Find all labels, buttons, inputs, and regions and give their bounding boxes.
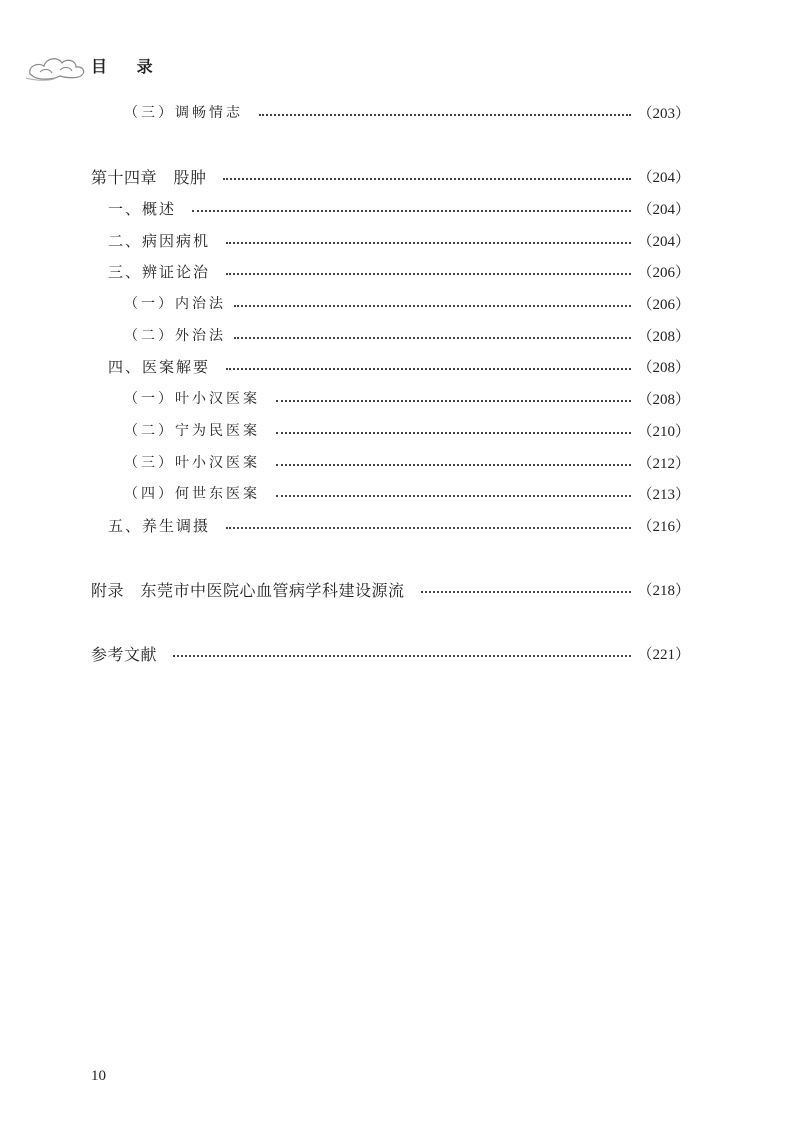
toc-page-number: （208） — [637, 391, 690, 408]
toc-label: 一、概述 — [108, 199, 177, 218]
toc-page-number: （218） — [637, 582, 690, 599]
toc-page-number: （213） — [637, 486, 690, 503]
toc-label: （一）内治法 — [124, 296, 226, 312]
dot-leader — [276, 400, 631, 402]
toc-page-number: （206） — [637, 264, 690, 281]
toc-page-number: （204） — [637, 169, 690, 186]
dot-leader — [226, 273, 631, 275]
toc-row[interactable] — [0, 228, 800, 252]
toc-row[interactable] — [0, 450, 800, 474]
dot-leader — [226, 527, 631, 529]
toc-page-number: （206） — [637, 296, 690, 313]
toc-row[interactable] — [0, 196, 800, 220]
toc-row[interactable] — [0, 513, 800, 537]
dot-leader — [226, 368, 631, 370]
cloud-ornament-icon — [26, 50, 88, 84]
toc-references-label: 参考文献 — [91, 644, 158, 664]
dot-leader — [276, 432, 631, 434]
dot-leader — [223, 178, 632, 180]
toc-label: 五、养生调摄 — [108, 516, 211, 535]
toc-label: 三、辨证论治 — [108, 262, 211, 281]
toc-page-number: （212） — [637, 455, 690, 472]
toc-label: 四、医案解要 — [108, 357, 211, 376]
dot-leader — [234, 337, 631, 339]
toc-row[interactable] — [0, 386, 800, 410]
toc-page-number: （204） — [637, 233, 690, 250]
header-title: 目 录 — [91, 57, 165, 76]
toc-label: 二、病因病机 — [108, 231, 211, 250]
toc-row[interactable] — [0, 481, 800, 505]
dot-leader — [234, 305, 631, 307]
toc-label: （四）何世东医案 — [124, 486, 260, 502]
toc-page-number: （204） — [637, 201, 690, 218]
toc-row[interactable] — [0, 323, 800, 347]
dot-leader — [173, 655, 631, 657]
dot-leader — [192, 210, 631, 212]
toc-label: （二）外治法 — [124, 328, 226, 344]
dot-leader — [259, 114, 631, 116]
toc-row[interactable] — [0, 641, 800, 665]
footer-page-number: 10 — [91, 1068, 106, 1084]
running-header — [26, 50, 326, 84]
toc-page-number: （208） — [637, 328, 690, 345]
toc-chapter-label: 第十四章 股肿 — [91, 167, 207, 187]
toc-label: （三）调畅情志 — [124, 105, 243, 121]
toc-row[interactable] — [0, 354, 800, 378]
toc-row[interactable] — [0, 164, 800, 188]
toc-appendix-label: 附录 东莞市中医院心血管病学科建设源流 — [91, 580, 405, 600]
toc-label: （一）叶小汉医案 — [124, 391, 260, 407]
toc-row[interactable] — [0, 577, 800, 601]
toc-label: （三）叶小汉医案 — [124, 455, 260, 471]
dot-leader — [226, 242, 631, 244]
toc-page-number: （210） — [637, 423, 690, 440]
toc-row[interactable] — [0, 259, 800, 283]
dot-leader — [421, 591, 632, 593]
toc-page-number: （203） — [637, 105, 690, 122]
toc-page-number: （208） — [637, 359, 690, 376]
toc-page-number: （216） — [637, 518, 690, 535]
toc-row[interactable] — [0, 418, 800, 442]
toc-page-number: （221） — [637, 646, 690, 663]
toc-label: （二）宁为民医案 — [124, 423, 260, 439]
toc-row[interactable] — [0, 291, 800, 315]
dot-leader — [276, 464, 631, 466]
dot-leader — [276, 495, 631, 497]
toc-row[interactable] — [0, 100, 800, 124]
